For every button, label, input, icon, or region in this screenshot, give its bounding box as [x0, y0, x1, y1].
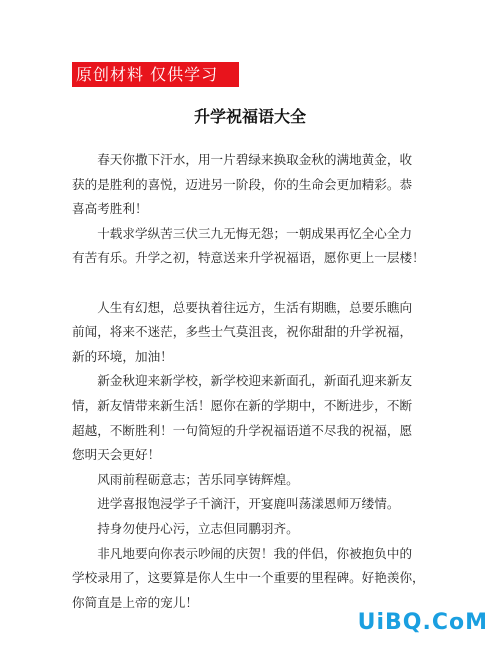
text-line: 前闻，将来不迷茫，多些士气莫沮丧，祝你甜甜的升学祝福， [72, 324, 413, 340]
paragraph [72, 492, 442, 517]
text-line: 有苦有乐。升学之初，特意送来升学祝福语，愿你更上一层楼！ [72, 250, 425, 266]
blank-line [72, 271, 442, 296]
paragraph [72, 468, 442, 493]
text-line: 风雨前程砺意志；苦乐同享铸辉煌。 [72, 471, 299, 487]
text-line: 进学喜报饱浸学子千滴汗，开宴鹿叫荡漾恩师万缕情。 [72, 496, 400, 512]
paragraph [72, 148, 442, 222]
text-line: 新的环境，加油！ [72, 348, 173, 364]
text-line: 你简直是上帝的宠儿！ [72, 594, 198, 610]
document-body [72, 148, 442, 615]
text-line: 人生有幻想，总要执着往远方，生活有期瞧，总要乐瞧向 [72, 299, 413, 315]
text-line: 超越，不断胜利！一句简短的升学祝福语道不尽我的祝福，愿 [72, 422, 413, 438]
paragraph [72, 517, 442, 542]
text-line: 获的是胜利的喜悦，迈进另一阶段，你的生命会更加精彩。恭 [72, 176, 413, 192]
paragraph [72, 222, 442, 271]
page-title: 升学祝福语大全 [193, 107, 306, 126]
paragraph [72, 542, 442, 616]
text-line: 十载求学纵苦三伏三九无悔无怨；一朝成果再忆全心全力 [72, 225, 413, 241]
site-watermark [358, 610, 488, 635]
text-line: 非凡地要向你表示吵闹的庆贺！我的伴侣，你被抱负中的 [72, 545, 413, 561]
watermark-text: UiBQ.CoM [357, 610, 488, 635]
text-line: 您明天会更好！ [72, 447, 161, 463]
text-line: 春天你撒下汗水，用一片碧绿来换取金秋的满地黄金，收 [72, 152, 413, 167]
paragraph [72, 296, 442, 370]
banner-label: 原创材料 仅供学习 [72, 62, 239, 87]
text-line: 学校录用了，这要算是你人生中一个重要的里程碑。好艳羡你， [72, 570, 425, 586]
text-line: 喜高考胜利！ [72, 201, 148, 217]
paragraph [72, 369, 442, 467]
text-line: 情，新友情带来新生活！愿你在新的学期中，不断进步，不断 [72, 397, 413, 413]
text-line: 新金秋迎来新学校，新学校迎来新面孔，新面孔迎来新友 [72, 373, 413, 389]
text-line: 持身勿使丹心污，立志但同鹏羽齐。 [72, 520, 299, 536]
